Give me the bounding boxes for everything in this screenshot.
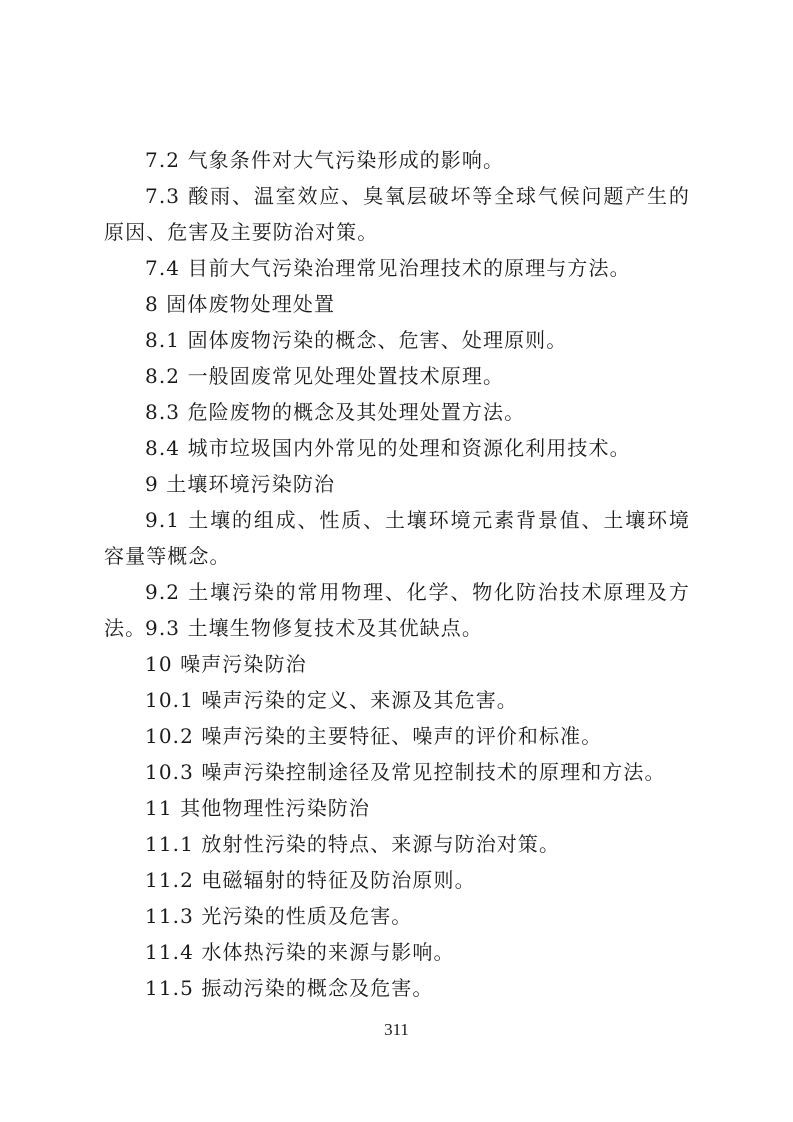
item-11-5: 11.5 振动污染的概念及危害。 (145, 976, 434, 1000)
item-11-2: 11.2 电磁辐射的特征及防治原则。 (145, 868, 476, 892)
item-7-4: 7.4 目前大气污染治理常见治理技术的原理与方法。 (145, 256, 631, 280)
section-9-heading: 9 土壤环境污染防治 (145, 472, 336, 496)
item-9-2: 9.2 土壤污染的常用物理、化学、物化防治技术原理及方法。 (104, 580, 690, 640)
item-8-3: 8.3 危险废物的概念及其处理处置方法。 (145, 400, 526, 424)
item-8-2: 8.2 一般固废常见处理处置技术原理。 (145, 364, 505, 388)
item-9-3: 9.3 土壤生物修复技术及其优缺点。 (145, 616, 483, 640)
page-number: 311 (384, 1020, 409, 1039)
item-11-3: 11.3 光污染的性质及危害。 (145, 904, 413, 928)
item-8-4: 8.4 城市垃圾国内外常见的处理和资源化利用技术。 (145, 436, 631, 460)
item-10-2: 10.2 噪声污染的主要特征、噪声的评价和标准。 (145, 724, 603, 748)
item-8-1: 8.1 固体废物污染的概念、危害、处理原则。 (145, 328, 568, 352)
item-9-1: 9.1 土壤的组成、性质、土壤环境元素背景值、土壤环境容量等概念。 (104, 508, 690, 568)
item-11-4: 11.4 水体热污染的来源与影响。 (145, 940, 455, 964)
section-8-heading: 8 固体废物处理处置 (145, 292, 336, 316)
item-7-3: 7.3 酸雨、温室效应、臭氧层破坏等全球气候问题产生的原因、危害及主要防治对策。 (104, 184, 690, 244)
item-11-1: 11.1 放射性污染的特点、来源与防治对策。 (145, 832, 561, 856)
item-7-2: 7.2 气象条件对大气污染形成的影响。 (145, 148, 505, 172)
item-10-3: 10.3 噪声污染控制途径及常见控制技术的原理和方法。 (145, 760, 666, 784)
section-11-heading: 11 其他物理性污染防治 (145, 796, 371, 820)
item-10-1: 10.1 噪声污染的定义、来源及其危害。 (145, 688, 518, 712)
section-10-heading: 10 噪声污染防治 (145, 652, 307, 676)
